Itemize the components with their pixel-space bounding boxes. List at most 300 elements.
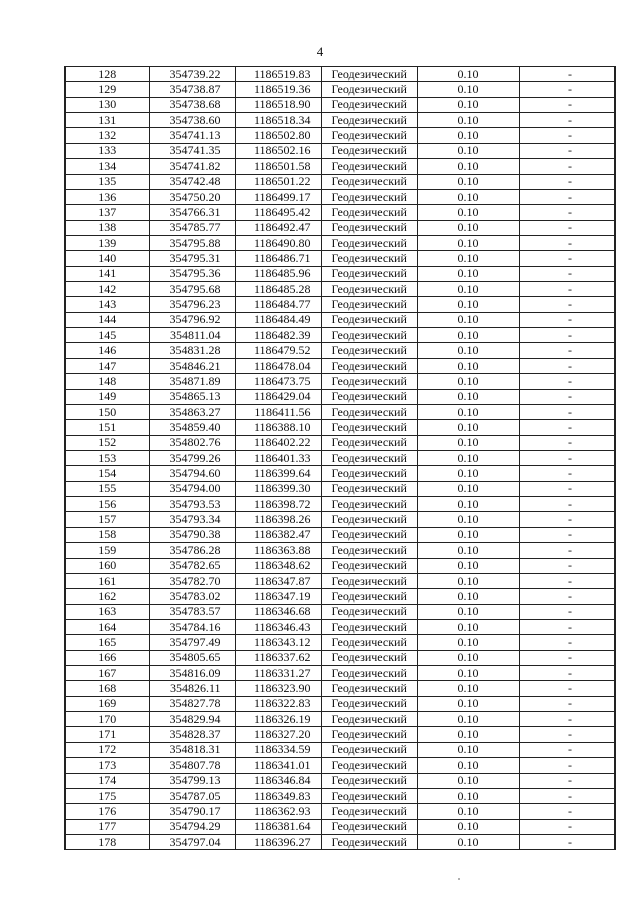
x-coordinate-cell: 354828.37 xyxy=(149,727,235,742)
point-number-cell: 159 xyxy=(65,543,149,558)
error-cell: 0.10 xyxy=(417,788,519,803)
y-coordinate-cell: 1186349.83 xyxy=(235,788,321,803)
y-coordinate-cell: 1186337.62 xyxy=(235,650,321,665)
error-cell: 0.10 xyxy=(417,650,519,665)
point-number-cell: 148 xyxy=(65,374,149,389)
y-coordinate-cell: 1186381.64 xyxy=(235,819,321,834)
y-coordinate-cell: 1186323.90 xyxy=(235,681,321,696)
error-cell: 0.10 xyxy=(417,619,519,634)
x-coordinate-cell: 354794.29 xyxy=(149,819,235,834)
page-number: 4 xyxy=(316,44,324,59)
x-coordinate-cell: 354783.57 xyxy=(149,604,235,619)
method-cell: Геодезический xyxy=(321,696,417,711)
y-coordinate-cell: 1186396.27 xyxy=(235,834,321,849)
description-cell: - xyxy=(519,435,615,450)
method-cell: Геодезический xyxy=(321,67,417,82)
error-cell: 0.10 xyxy=(417,666,519,681)
method-cell: Геодезический xyxy=(321,788,417,803)
method-cell: Геодезический xyxy=(321,220,417,235)
y-coordinate-cell: 1186362.93 xyxy=(235,804,321,819)
table-row xyxy=(65,712,615,727)
x-coordinate-cell: 354790.17 xyxy=(149,804,235,819)
description-cell: - xyxy=(519,527,615,542)
table-row xyxy=(65,788,615,803)
error-cell: 0.10 xyxy=(417,712,519,727)
point-number-cell: 141 xyxy=(65,266,149,281)
description-cell: - xyxy=(519,420,615,435)
y-coordinate-cell: 1186518.90 xyxy=(235,97,321,112)
x-coordinate-cell: 354782.70 xyxy=(149,573,235,588)
x-coordinate-cell: 354871.89 xyxy=(149,374,235,389)
x-coordinate-cell: 354741.13 xyxy=(149,128,235,143)
table-row xyxy=(65,727,615,742)
point-number-cell: 145 xyxy=(65,328,149,343)
y-coordinate-cell: 1186399.64 xyxy=(235,466,321,481)
point-number-cell: 150 xyxy=(65,404,149,419)
method-cell: Геодезический xyxy=(321,666,417,681)
description-cell: - xyxy=(519,712,615,727)
x-coordinate-cell: 354829.94 xyxy=(149,712,235,727)
point-number-cell: 169 xyxy=(65,696,149,711)
x-coordinate-cell: 354794.00 xyxy=(149,481,235,496)
y-coordinate-cell: 1186322.83 xyxy=(235,696,321,711)
x-coordinate-cell: 354807.78 xyxy=(149,758,235,773)
point-number-cell: 170 xyxy=(65,712,149,727)
point-number-cell: 161 xyxy=(65,573,149,588)
point-number-cell: 135 xyxy=(65,174,149,189)
error-cell: 0.10 xyxy=(417,143,519,158)
point-number-cell: 144 xyxy=(65,312,149,327)
description-cell: - xyxy=(519,773,615,788)
y-coordinate-cell: 1186519.36 xyxy=(235,82,321,97)
x-coordinate-cell: 354738.68 xyxy=(149,97,235,112)
point-number-cell: 156 xyxy=(65,497,149,512)
y-coordinate-cell: 1186490.80 xyxy=(235,235,321,250)
method-cell: Геодезический xyxy=(321,174,417,189)
description-cell: - xyxy=(519,189,615,204)
table-row xyxy=(65,619,615,634)
point-number-cell: 176 xyxy=(65,804,149,819)
y-coordinate-cell: 1186518.34 xyxy=(235,113,321,128)
x-coordinate-cell: 354794.60 xyxy=(149,466,235,481)
x-coordinate-cell: 354795.36 xyxy=(149,266,235,281)
y-coordinate-cell: 1186429.04 xyxy=(235,389,321,404)
table-row xyxy=(65,650,615,665)
table-row xyxy=(65,481,615,496)
error-cell: 0.10 xyxy=(417,374,519,389)
error-cell: 0.10 xyxy=(417,804,519,819)
error-cell: 0.10 xyxy=(417,727,519,742)
point-number-cell: 138 xyxy=(65,220,149,235)
x-coordinate-cell: 354742.48 xyxy=(149,174,235,189)
table-row xyxy=(65,174,615,189)
error-cell: 0.10 xyxy=(417,558,519,573)
x-coordinate-cell: 354827.78 xyxy=(149,696,235,711)
method-cell: Геодезический xyxy=(321,589,417,604)
point-number-cell: 158 xyxy=(65,527,149,542)
method-cell: Геодезический xyxy=(321,712,417,727)
point-number-cell: 167 xyxy=(65,666,149,681)
y-coordinate-cell: 1186382.47 xyxy=(235,527,321,542)
error-cell: 0.10 xyxy=(417,497,519,512)
x-coordinate-cell: 354802.76 xyxy=(149,435,235,450)
error-cell: 0.10 xyxy=(417,205,519,220)
x-coordinate-cell: 354831.28 xyxy=(149,343,235,358)
table-row xyxy=(65,404,615,419)
table-row xyxy=(65,343,615,358)
table-row xyxy=(65,420,615,435)
point-number-cell: 160 xyxy=(65,558,149,573)
y-coordinate-cell: 1186502.80 xyxy=(235,128,321,143)
x-coordinate-cell: 354826.11 xyxy=(149,681,235,696)
table-row xyxy=(65,251,615,266)
error-cell: 0.10 xyxy=(417,266,519,281)
point-number-cell: 174 xyxy=(65,773,149,788)
method-cell: Геодезический xyxy=(321,328,417,343)
method-cell: Геодезический xyxy=(321,159,417,174)
description-cell: - xyxy=(519,266,615,281)
error-cell: 0.10 xyxy=(417,742,519,757)
description-cell: - xyxy=(519,235,615,250)
x-coordinate-cell: 354818.31 xyxy=(149,742,235,757)
method-cell: Геодезический xyxy=(321,681,417,696)
x-coordinate-cell: 354865.13 xyxy=(149,389,235,404)
y-coordinate-cell: 1186485.96 xyxy=(235,266,321,281)
x-coordinate-cell: 354796.23 xyxy=(149,297,235,312)
description-cell: - xyxy=(519,573,615,588)
error-cell: 0.10 xyxy=(417,312,519,327)
method-cell: Геодезический xyxy=(321,527,417,542)
description-cell: - xyxy=(519,497,615,512)
error-cell: 0.10 xyxy=(417,235,519,250)
point-number-cell: 172 xyxy=(65,742,149,757)
table-row xyxy=(65,113,615,128)
point-number-cell: 178 xyxy=(65,834,149,849)
table-row xyxy=(65,282,615,297)
error-cell: 0.10 xyxy=(417,573,519,588)
error-cell: 0.10 xyxy=(417,819,519,834)
description-cell: - xyxy=(519,297,615,312)
x-coordinate-cell: 354793.53 xyxy=(149,497,235,512)
method-cell: Геодезический xyxy=(321,266,417,281)
point-number-cell: 154 xyxy=(65,466,149,481)
y-coordinate-cell: 1186399.30 xyxy=(235,481,321,496)
method-cell: Геодезический xyxy=(321,235,417,250)
y-coordinate-cell: 1186346.43 xyxy=(235,619,321,634)
x-coordinate-cell: 354738.60 xyxy=(149,113,235,128)
point-number-cell: 137 xyxy=(65,205,149,220)
table-row xyxy=(65,82,615,97)
description-cell: - xyxy=(519,358,615,373)
table-row xyxy=(65,512,615,527)
error-cell: 0.10 xyxy=(417,328,519,343)
error-cell: 0.10 xyxy=(417,420,519,435)
description-cell: - xyxy=(519,128,615,143)
method-cell: Геодезический xyxy=(321,497,417,512)
y-coordinate-cell: 1186341.01 xyxy=(235,758,321,773)
description-cell: - xyxy=(519,450,615,465)
description-cell: - xyxy=(519,804,615,819)
y-coordinate-cell: 1186499.17 xyxy=(235,189,321,204)
x-coordinate-cell: 354859.40 xyxy=(149,420,235,435)
error-cell: 0.10 xyxy=(417,604,519,619)
method-cell: Геодезический xyxy=(321,297,417,312)
x-coordinate-cell: 354741.82 xyxy=(149,159,235,174)
x-coordinate-cell: 354741.35 xyxy=(149,143,235,158)
y-coordinate-cell: 1186334.59 xyxy=(235,742,321,757)
table-row xyxy=(65,758,615,773)
error-cell: 0.10 xyxy=(417,834,519,849)
description-cell: - xyxy=(519,205,615,220)
description-cell: - xyxy=(519,343,615,358)
method-cell: Геодезический xyxy=(321,358,417,373)
y-coordinate-cell: 1186485.28 xyxy=(235,282,321,297)
point-number-cell: 136 xyxy=(65,189,149,204)
description-cell: - xyxy=(519,113,615,128)
method-cell: Геодезический xyxy=(321,251,417,266)
table-row xyxy=(65,696,615,711)
error-cell: 0.10 xyxy=(417,189,519,204)
point-number-cell: 163 xyxy=(65,604,149,619)
x-coordinate-cell: 354766.31 xyxy=(149,205,235,220)
description-cell: - xyxy=(519,635,615,650)
table-row xyxy=(65,543,615,558)
table-row xyxy=(65,67,615,82)
y-coordinate-cell: 1186348.62 xyxy=(235,558,321,573)
description-cell: - xyxy=(519,543,615,558)
method-cell: Геодезический xyxy=(321,573,417,588)
error-cell: 0.10 xyxy=(417,466,519,481)
description-cell: - xyxy=(519,404,615,419)
y-coordinate-cell: 1186401.33 xyxy=(235,450,321,465)
description-cell: - xyxy=(519,558,615,573)
error-cell: 0.10 xyxy=(417,389,519,404)
point-number-cell: 177 xyxy=(65,819,149,834)
x-coordinate-cell: 354785.77 xyxy=(149,220,235,235)
description-cell: - xyxy=(519,788,615,803)
x-coordinate-cell: 354797.04 xyxy=(149,834,235,849)
method-cell: Геодезический xyxy=(321,82,417,97)
point-number-cell: 132 xyxy=(65,128,149,143)
x-coordinate-cell: 354795.88 xyxy=(149,235,235,250)
x-coordinate-cell: 354783.02 xyxy=(149,589,235,604)
method-cell: Геодезический xyxy=(321,650,417,665)
description-cell: - xyxy=(519,374,615,389)
error-cell: 0.10 xyxy=(417,435,519,450)
point-number-cell: 155 xyxy=(65,481,149,496)
table-row xyxy=(65,819,615,834)
error-cell: 0.10 xyxy=(417,113,519,128)
error-cell: 0.10 xyxy=(417,681,519,696)
x-coordinate-cell: 354811.04 xyxy=(149,328,235,343)
method-cell: Геодезический xyxy=(321,758,417,773)
y-coordinate-cell: 1186492.47 xyxy=(235,220,321,235)
error-cell: 0.10 xyxy=(417,220,519,235)
y-coordinate-cell: 1186482.39 xyxy=(235,328,321,343)
error-cell: 0.10 xyxy=(417,481,519,496)
error-cell: 0.10 xyxy=(417,282,519,297)
description-cell: - xyxy=(519,681,615,696)
table-row xyxy=(65,189,615,204)
description-cell: - xyxy=(519,466,615,481)
x-coordinate-cell: 354739.22 xyxy=(149,67,235,82)
description-cell: - xyxy=(519,312,615,327)
x-coordinate-cell: 354846.21 xyxy=(149,358,235,373)
point-number-cell: 139 xyxy=(65,235,149,250)
point-number-cell: 153 xyxy=(65,450,149,465)
table-row xyxy=(65,773,615,788)
description-cell: - xyxy=(519,143,615,158)
error-cell: 0.10 xyxy=(417,696,519,711)
method-cell: Геодезический xyxy=(321,481,417,496)
method-cell: Геодезический xyxy=(321,374,417,389)
description-cell: - xyxy=(519,742,615,757)
error-cell: 0.10 xyxy=(417,343,519,358)
point-number-cell: 165 xyxy=(65,635,149,650)
point-number-cell: 134 xyxy=(65,159,149,174)
x-coordinate-cell: 354863.27 xyxy=(149,404,235,419)
y-coordinate-cell: 1186501.22 xyxy=(235,174,321,189)
method-cell: Геодезический xyxy=(321,466,417,481)
y-coordinate-cell: 1186501.58 xyxy=(235,159,321,174)
point-number-cell: 130 xyxy=(65,97,149,112)
method-cell: Геодезический xyxy=(321,435,417,450)
table-row xyxy=(65,358,615,373)
error-cell: 0.10 xyxy=(417,297,519,312)
description-cell: - xyxy=(519,758,615,773)
y-coordinate-cell: 1186326.19 xyxy=(235,712,321,727)
method-cell: Геодезический xyxy=(321,205,417,220)
y-coordinate-cell: 1186402.22 xyxy=(235,435,321,450)
x-coordinate-cell: 354799.26 xyxy=(149,450,235,465)
table-row xyxy=(65,681,615,696)
error-cell: 0.10 xyxy=(417,97,519,112)
error-cell: 0.10 xyxy=(417,450,519,465)
method-cell: Геодезический xyxy=(321,143,417,158)
table-row xyxy=(65,328,615,343)
y-coordinate-cell: 1186346.84 xyxy=(235,773,321,788)
description-cell: - xyxy=(519,666,615,681)
error-cell: 0.10 xyxy=(417,758,519,773)
method-cell: Геодезический xyxy=(321,420,417,435)
x-coordinate-cell: 354805.65 xyxy=(149,650,235,665)
x-coordinate-cell: 354784.16 xyxy=(149,619,235,634)
table-row xyxy=(65,205,615,220)
point-number-cell: 168 xyxy=(65,681,149,696)
description-cell: - xyxy=(519,650,615,665)
y-coordinate-cell: 1186331.27 xyxy=(235,666,321,681)
point-number-cell: 162 xyxy=(65,589,149,604)
point-number-cell: 157 xyxy=(65,512,149,527)
method-cell: Геодезический xyxy=(321,819,417,834)
point-number-cell: 152 xyxy=(65,435,149,450)
error-cell: 0.10 xyxy=(417,527,519,542)
y-coordinate-cell: 1186479.52 xyxy=(235,343,321,358)
error-cell: 0.10 xyxy=(417,589,519,604)
x-coordinate-cell: 354750.20 xyxy=(149,189,235,204)
point-number-cell: 166 xyxy=(65,650,149,665)
table-row xyxy=(65,742,615,757)
table-row xyxy=(65,834,615,849)
table-row xyxy=(65,497,615,512)
table-row xyxy=(65,159,615,174)
method-cell: Геодезический xyxy=(321,450,417,465)
error-cell: 0.10 xyxy=(417,67,519,82)
description-cell: - xyxy=(519,834,615,849)
table-row xyxy=(65,527,615,542)
description-cell: - xyxy=(519,727,615,742)
table-row xyxy=(65,374,615,389)
x-coordinate-cell: 354787.05 xyxy=(149,788,235,803)
error-cell: 0.10 xyxy=(417,82,519,97)
description-cell: - xyxy=(519,282,615,297)
point-number-cell: 171 xyxy=(65,727,149,742)
y-coordinate-cell: 1186411.56 xyxy=(235,404,321,419)
x-coordinate-cell: 354790.38 xyxy=(149,527,235,542)
description-cell: - xyxy=(519,159,615,174)
point-number-cell: 175 xyxy=(65,788,149,803)
description-cell: - xyxy=(519,328,615,343)
x-coordinate-cell: 354799.13 xyxy=(149,773,235,788)
point-number-cell: 128 xyxy=(65,67,149,82)
error-cell: 0.10 xyxy=(417,174,519,189)
point-number-cell: 151 xyxy=(65,420,149,435)
description-cell: - xyxy=(519,481,615,496)
table-row xyxy=(65,558,615,573)
error-cell: 0.10 xyxy=(417,159,519,174)
point-number-cell: 129 xyxy=(65,82,149,97)
table-row xyxy=(65,604,615,619)
error-cell: 0.10 xyxy=(417,512,519,527)
method-cell: Геодезический xyxy=(321,773,417,788)
method-cell: Геодезический xyxy=(321,804,417,819)
y-coordinate-cell: 1186519.83 xyxy=(235,67,321,82)
error-cell: 0.10 xyxy=(417,773,519,788)
method-cell: Геодезический xyxy=(321,512,417,527)
x-coordinate-cell: 354738.87 xyxy=(149,82,235,97)
method-cell: Геодезический xyxy=(321,343,417,358)
description-cell: - xyxy=(519,82,615,97)
description-cell: - xyxy=(519,67,615,82)
method-cell: Геодезический xyxy=(321,312,417,327)
method-cell: Геодезический xyxy=(321,742,417,757)
y-coordinate-cell: 1186484.77 xyxy=(235,297,321,312)
error-cell: 0.10 xyxy=(417,635,519,650)
method-cell: Геодезический xyxy=(321,604,417,619)
y-coordinate-cell: 1186398.26 xyxy=(235,512,321,527)
table-row xyxy=(65,97,615,112)
description-cell: - xyxy=(519,604,615,619)
table-row xyxy=(65,666,615,681)
table-row xyxy=(65,235,615,250)
method-cell: Геодезический xyxy=(321,97,417,112)
description-cell: - xyxy=(519,589,615,604)
y-coordinate-cell: 1186347.87 xyxy=(235,573,321,588)
description-cell: - xyxy=(519,512,615,527)
x-coordinate-cell: 354782.65 xyxy=(149,558,235,573)
x-coordinate-cell: 354795.68 xyxy=(149,282,235,297)
x-coordinate-cell: 354793.34 xyxy=(149,512,235,527)
table-row xyxy=(65,804,615,819)
y-coordinate-cell: 1186473.75 xyxy=(235,374,321,389)
point-number-cell: 143 xyxy=(65,297,149,312)
point-number-cell: 140 xyxy=(65,251,149,266)
error-cell: 0.10 xyxy=(417,404,519,419)
point-number-cell: 164 xyxy=(65,619,149,634)
error-cell: 0.10 xyxy=(417,358,519,373)
method-cell: Геодезический xyxy=(321,727,417,742)
error-cell: 0.10 xyxy=(417,128,519,143)
